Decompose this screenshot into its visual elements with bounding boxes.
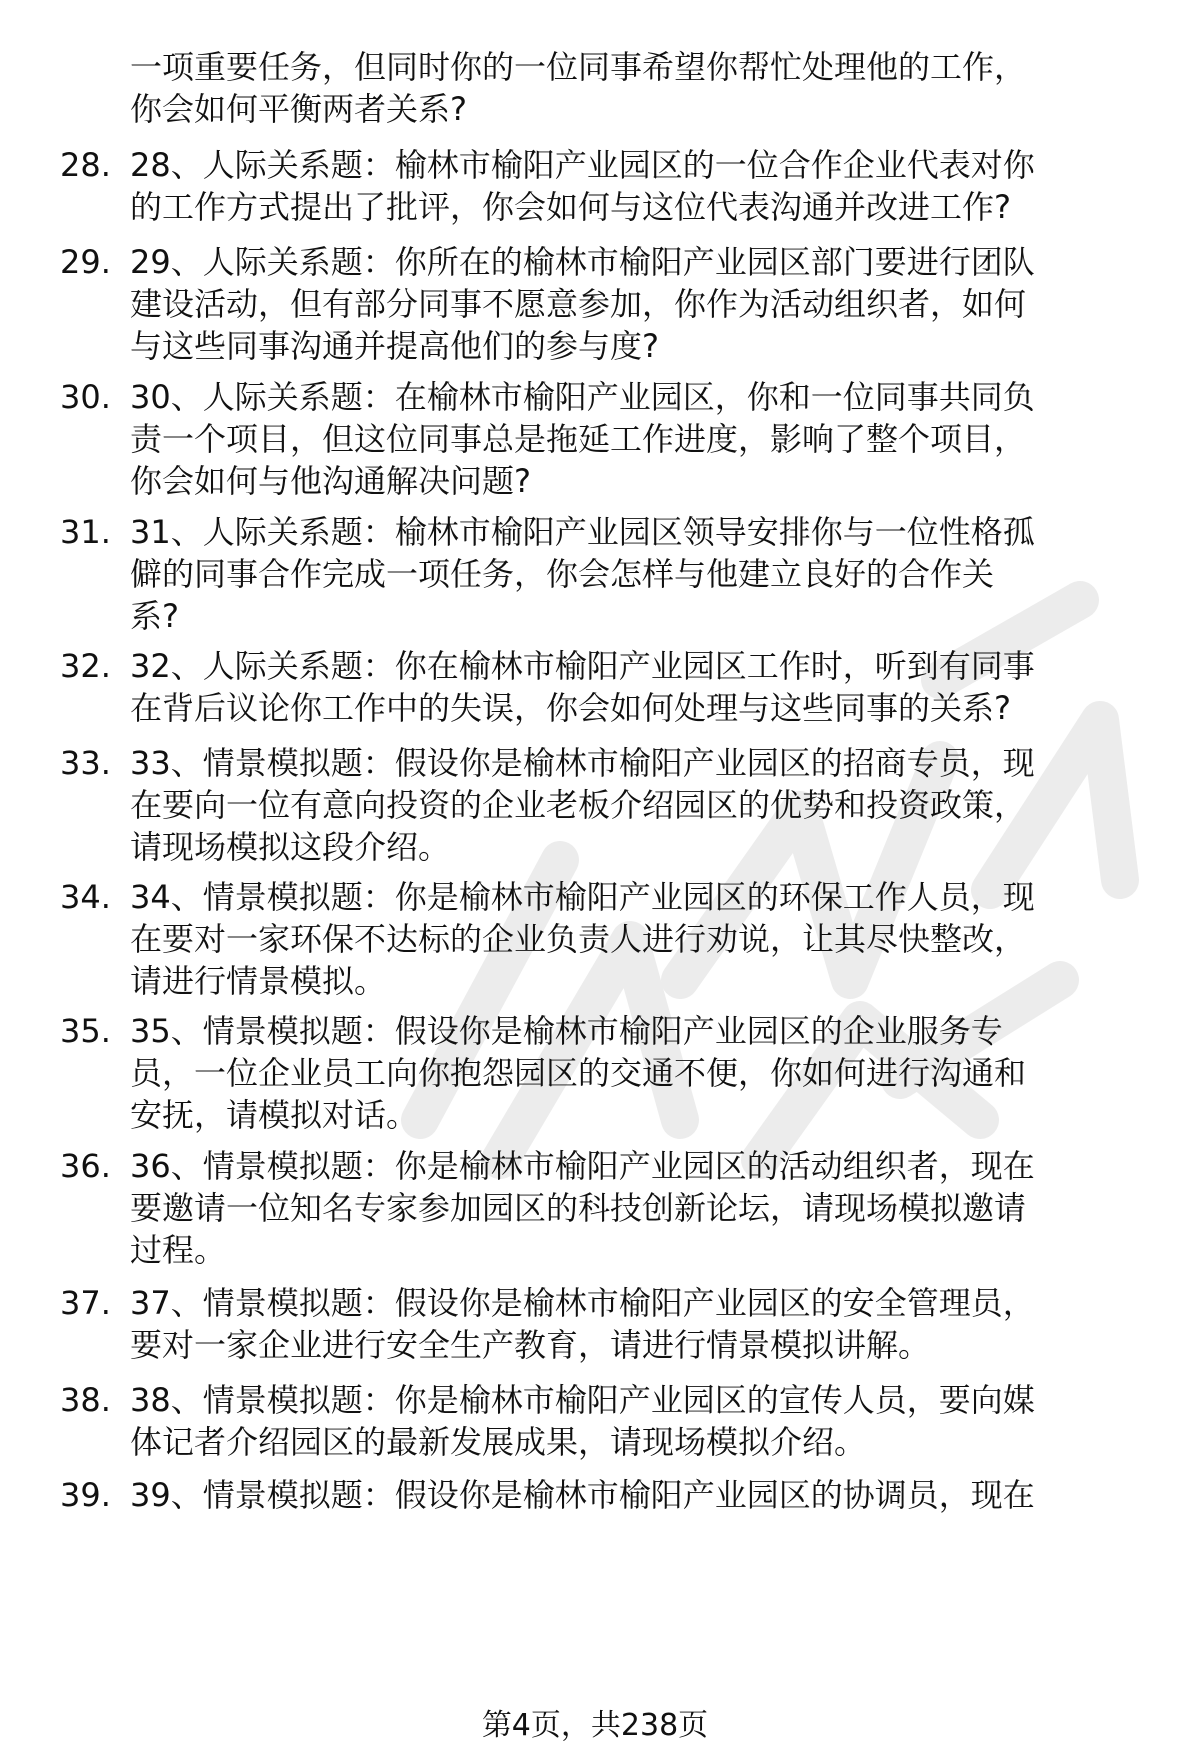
item-number: 28. [60,146,111,184]
question-text [130,1010,1190,1136]
item-number: 35. [60,1012,111,1050]
item-number: 38. [60,1381,111,1419]
text-line: 29、人际关系题：你所在的榆林市榆阳产业园区部门要进行团队 [130,243,1035,281]
text-line: 安抚，请模拟对话。 [130,1096,419,1134]
question-text [130,1282,1190,1366]
text-line: 在要对一家环保不达标的企业负责人进行劝说，让其尽快整改， [130,920,1027,958]
text-line: 责一个项目，但这位同事总是拖延工作进度，影响了整个项目， [130,420,1027,458]
question-text [130,376,1190,502]
page-footer: 第4页，共238页 [481,1708,709,1743]
question-text [130,1379,1190,1463]
item-number: 29. [60,243,111,281]
text-line: 请进行情景模拟。 [130,962,387,1000]
text-line: 35、情景模拟题：假设你是榆林市榆阳产业园区的企业服务专 [130,1012,1003,1050]
text-line: 的工作方式提出了批评，你会如何与这位代表沟通并改进工作? [130,188,1011,226]
text-line: 31、人际关系题：榆林市榆阳产业园区领导安排你与一位性格孤 [130,513,1035,551]
text-line: 你会如何与他沟通解决问题? [130,462,531,500]
text-line: 员，一位企业员工向你抱怨园区的交通不便，你如何进行沟通和 [130,1054,1027,1092]
text-line: 建设活动，但有部分同事不愿意参加，你作为活动组织者，如何 [130,285,1027,323]
question-text [130,511,1190,637]
question-text [130,645,1190,729]
text-line: 体记者介绍园区的最新发展成果，请现场模拟介绍。 [130,1423,867,1461]
text-line: 与这些同事沟通并提高他们的参与度? [130,327,659,365]
question-text [130,1474,1190,1516]
item-number: 39. [60,1476,111,1514]
item-number: 37. [60,1284,111,1322]
text-line: 30、人际关系题：在榆林市榆阳产业园区，你和一位同事共同负 [130,378,1035,416]
text-line: 请现场模拟这段介绍。 [130,828,451,866]
item-number: 33. [60,744,111,782]
text-line: 33、情景模拟题：假设你是榆林市榆阳产业园区的招商专员，现 [130,744,1035,782]
item-number: 30. [60,378,111,416]
text-line: 僻的同事合作完成一项任务，你会怎样与他建立良好的合作关 [130,555,995,593]
item-number: 34. [60,878,111,916]
text-line: 过程。 [130,1231,227,1269]
question-text [130,144,1190,228]
item-number: 32. [60,647,111,685]
text-line: 37、情景模拟题：假设你是榆林市榆阳产业园区的安全管理员， [130,1284,1035,1322]
question-text [130,46,1190,130]
item-number: 36. [60,1147,111,1185]
text-line: 要对一家企业进行安全生产教育，请进行情景模拟讲解。 [130,1326,931,1364]
question-text [130,1145,1190,1271]
text-line: 一项重要任务，但同时你的一位同事希望你帮忙处理他的工作， [130,48,1027,86]
text-line: 系? [130,597,179,635]
text-line: 34、情景模拟题：你是榆林市榆阳产业园区的环保工作人员，现 [130,878,1035,916]
text-line: 28、人际关系题：榆林市榆阳产业园区的一位合作企业代表对你 [130,146,1035,184]
text-line: 38、情景模拟题：你是榆林市榆阳产业园区的宣传人员，要向媒 [130,1381,1035,1419]
text-line: 39、情景模拟题：假设你是榆林市榆阳产业园区的协调员，现在 [130,1476,1035,1514]
text-line: 32、人际关系题：你在榆林市榆阳产业园区工作时，听到有同事 [130,647,1035,685]
text-line: 你会如何平衡两者关系? [130,90,467,128]
question-text [130,241,1190,367]
text-line: 要邀请一位知名专家参加园区的科技创新论坛，请现场模拟邀请 [130,1189,1027,1227]
text-line: 36、情景模拟题：你是榆林市榆阳产业园区的活动组织者，现在 [130,1147,1035,1185]
item-number: 31. [60,513,111,551]
text-line: 在要向一位有意向投资的企业老板介绍园区的优势和投资政策， [130,786,1027,824]
question-text [130,876,1190,1002]
text-line: 在背后议论你工作中的失误，你会如何处理与这些同事的关系? [130,689,1011,727]
question-text [130,742,1190,868]
